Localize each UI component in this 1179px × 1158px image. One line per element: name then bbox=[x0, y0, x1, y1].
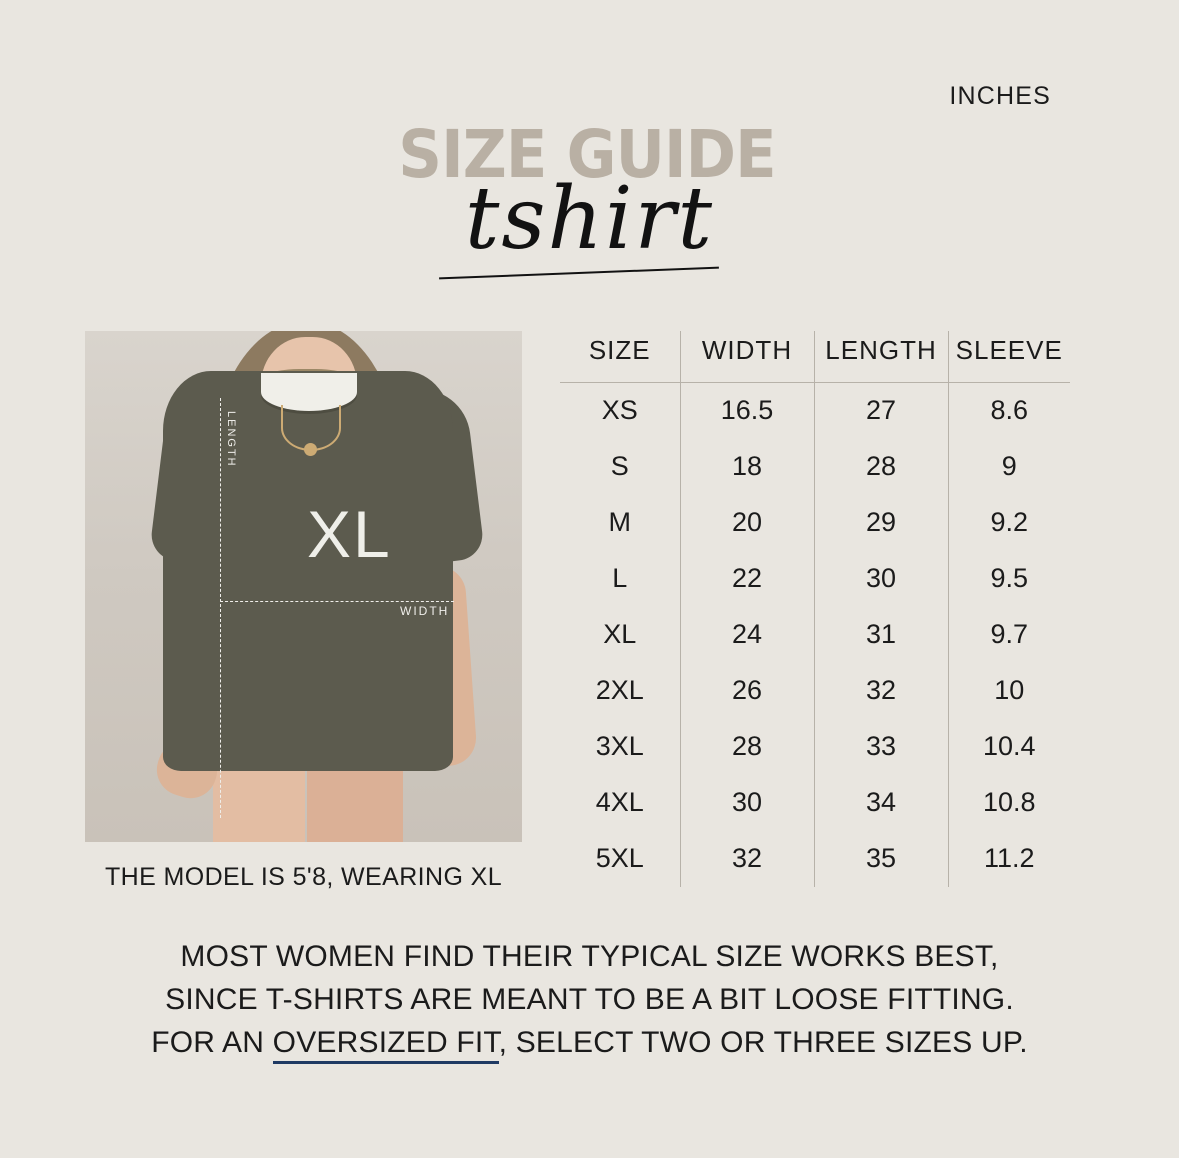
table-row bbox=[560, 607, 1070, 663]
cell-size: 4XL bbox=[560, 775, 680, 831]
table-header-row bbox=[560, 331, 1070, 383]
cell-sleeve: 11.2 bbox=[983, 843, 1035, 873]
cell-size: 5XL bbox=[560, 831, 680, 887]
fit-note-line-3-pre: FOR AN bbox=[151, 1026, 273, 1059]
cell-width: 26 bbox=[680, 663, 814, 719]
cell-sleeve: 10 bbox=[994, 675, 1025, 705]
cell-size: XS bbox=[560, 383, 680, 440]
necklace-pendant-icon bbox=[304, 443, 317, 456]
cell-size: 3XL bbox=[560, 719, 680, 775]
column-header-size: SIZE bbox=[560, 331, 680, 383]
size-table bbox=[560, 331, 1070, 887]
column-header-sleeve: SLEEVE bbox=[948, 331, 1070, 383]
cell-sleeve: 8.6 bbox=[990, 395, 1029, 425]
subtitle-underline-flourish bbox=[440, 267, 720, 280]
cell-size: XL bbox=[560, 607, 680, 663]
fit-note-line-2: SINCE T-SHIRTS ARE MEANT TO BE A BIT LOOSE FITTING. bbox=[165, 983, 1014, 1016]
fit-note-line-3 bbox=[0, 1021, 1179, 1064]
cell-length: 28 bbox=[814, 439, 948, 495]
table-row bbox=[560, 775, 1070, 831]
cell-length: 31 bbox=[814, 607, 948, 663]
cell-sleeve: 9.5 bbox=[990, 563, 1029, 593]
table-row bbox=[560, 831, 1070, 887]
cell-size: S bbox=[560, 439, 680, 495]
cell-size: M bbox=[560, 495, 680, 551]
cell-size: 2XL bbox=[560, 663, 680, 719]
column-header-width: WIDTH bbox=[680, 331, 814, 383]
cell-width: 30 bbox=[680, 775, 814, 831]
size-table-wrap bbox=[560, 331, 1070, 887]
table-row bbox=[560, 383, 1070, 440]
width-measure-line bbox=[220, 601, 454, 602]
cell-width: 20 bbox=[680, 495, 814, 551]
cell-width: 22 bbox=[680, 551, 814, 607]
page-subtitle: tshirt bbox=[464, 169, 715, 269]
length-measure-line bbox=[220, 398, 221, 818]
units-label: INCHES bbox=[949, 82, 1051, 110]
cell-length: 27 bbox=[814, 383, 948, 440]
cell-size: L bbox=[560, 551, 680, 607]
fit-note-line-3-post: , SELECT TWO OR THREE SIZES UP. bbox=[498, 1026, 1028, 1059]
table-row bbox=[560, 663, 1070, 719]
cell-length: 32 bbox=[814, 663, 948, 719]
cell-length: 29 bbox=[814, 495, 948, 551]
cell-width: 24 bbox=[680, 607, 814, 663]
cell-sleeve: 10.8 bbox=[982, 787, 1036, 817]
title-block bbox=[0, 116, 1179, 269]
width-measure-label: WIDTH bbox=[400, 604, 450, 618]
table-row bbox=[560, 439, 1070, 495]
cell-width: 16.5 bbox=[680, 383, 814, 440]
length-measure-label: LENGTH bbox=[225, 411, 237, 468]
cell-length: 35 bbox=[814, 831, 948, 887]
cell-sleeve: 9.2 bbox=[990, 507, 1029, 537]
cell-width: 28 bbox=[680, 719, 814, 775]
fit-note bbox=[0, 935, 1179, 1064]
cell-length: 34 bbox=[814, 775, 948, 831]
oversized-fit-emphasis: OVERSIZED FIT bbox=[273, 1026, 499, 1064]
table-row bbox=[560, 495, 1070, 551]
cell-width: 18 bbox=[680, 439, 814, 495]
table-row bbox=[560, 719, 1070, 775]
page-title: SIZE GUIDE bbox=[398, 116, 776, 193]
cell-length: 30 bbox=[814, 551, 948, 607]
cell-width: 32 bbox=[680, 831, 814, 887]
fit-note-line-1: MOST WOMEN FIND THEIR TYPICAL SIZE WORKS BEST, bbox=[180, 940, 999, 973]
cell-sleeve: 9.7 bbox=[990, 619, 1029, 649]
cell-sleeve: 9 bbox=[1001, 451, 1017, 481]
table-row bbox=[560, 551, 1070, 607]
shirt-size-label: XL bbox=[307, 497, 392, 571]
model-caption: THE MODEL IS 5'8, WEARING XL bbox=[104, 863, 503, 891]
column-header-length: LENGTH bbox=[814, 331, 948, 383]
cell-length: 33 bbox=[814, 719, 948, 775]
model-photo bbox=[85, 331, 522, 842]
cell-sleeve: 10.4 bbox=[982, 731, 1036, 761]
